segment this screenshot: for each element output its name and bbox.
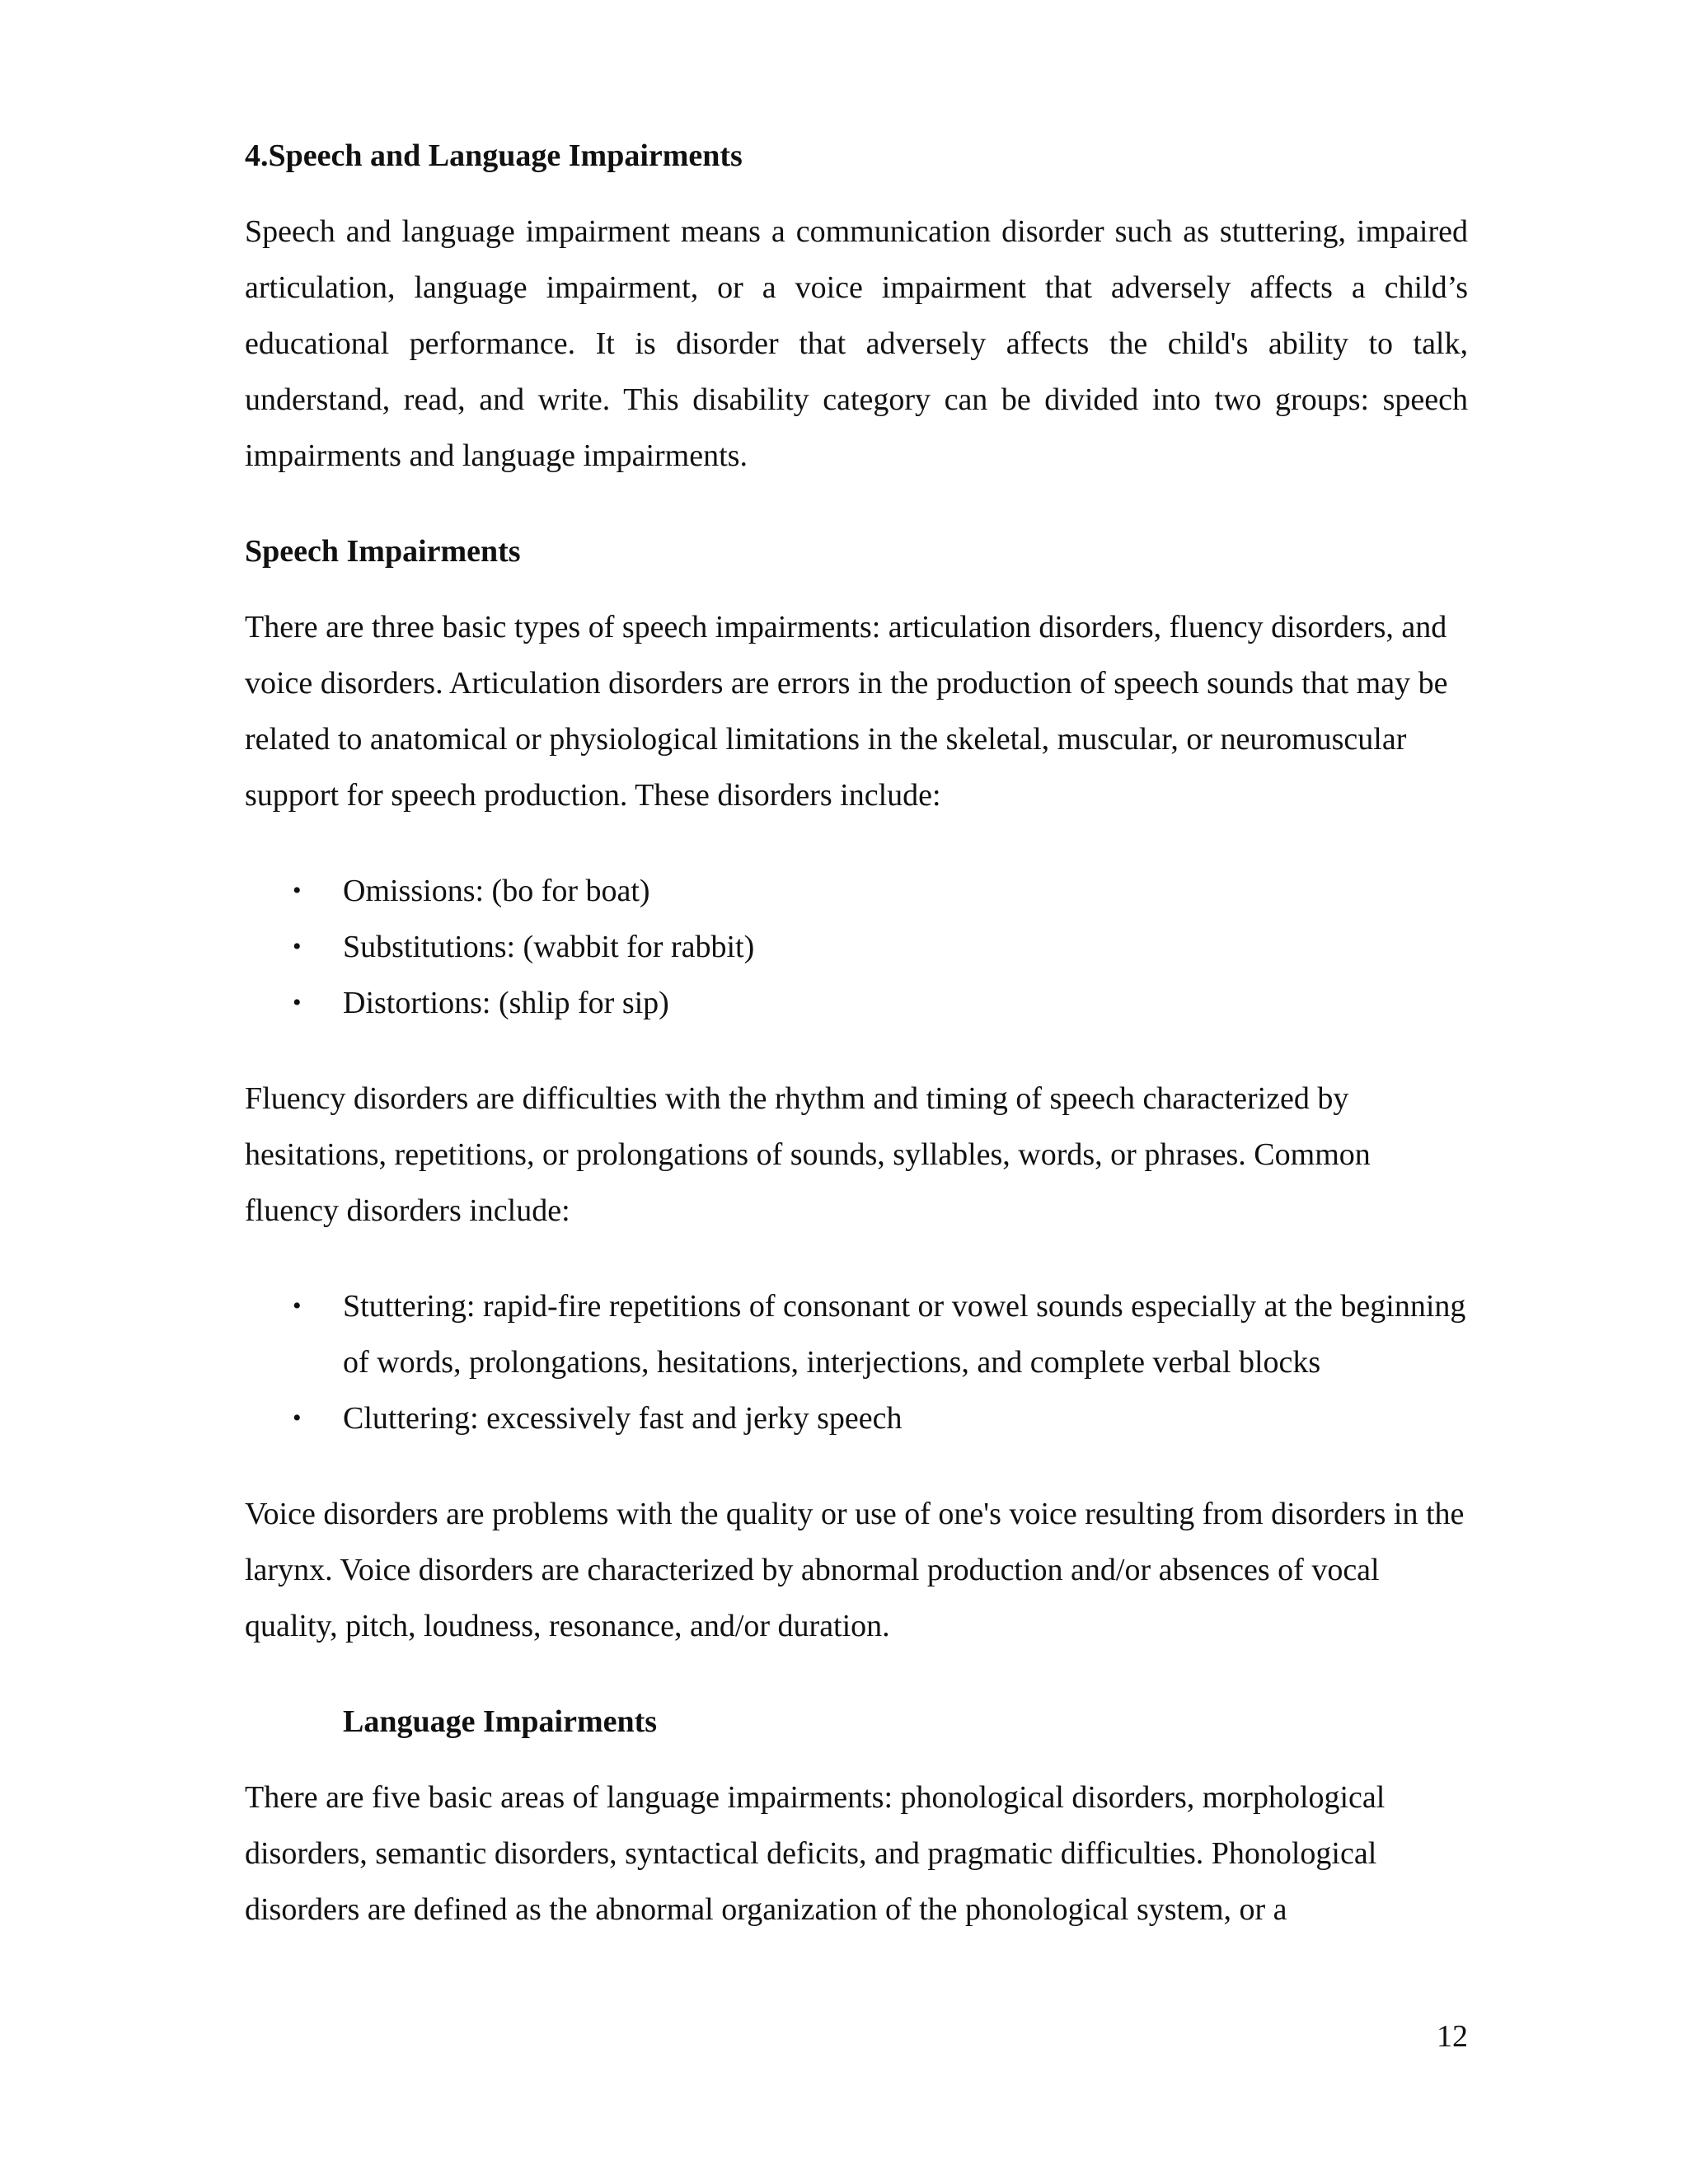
language-impairments-paragraph: There are five basic areas of language impairments: phonological disorders, morphological disorders, semantic disorders, syntactical deficits, and pragmatic difficulties. Phonological disorders are defined as the abnormal organization of the phonological system, or a <box>245 1780 1386 1927</box>
list-item-text: Stuttering: rapid-fire repetitions of consonant or vowel sounds especially at the beginning of words, prolongations, hesitations, interjections, and complete verbal blocks <box>343 1289 1466 1380</box>
list-item <box>245 1278 1468 1390</box>
page-content <box>245 128 1468 1938</box>
bullet-icon: • <box>293 1292 302 1319</box>
speech-impairments-paragraph: There are three basic types of speech impairments: articulation disorders, fluency disorders, and voice disorders. Articulation disorders are errors in the production of speech sounds that may be related to anatomical or physiological limitations in the skeletal, muscular, or neuromuscular support for speech production. These disorders include: <box>245 610 1448 813</box>
language-impairments-heading: Language Impairments <box>343 1704 658 1739</box>
fluency-disorders-paragraph: Fluency disorders are difficulties with the rhythm and timing of speech characterized by hesitations, repetitions, or prolongations of sounds, syllables, words, or phrases. Common fluency disorders include: <box>245 1081 1371 1228</box>
list-item-text: Distortions: (shlip for sip) <box>343 986 669 1020</box>
list-item <box>245 1390 1468 1446</box>
speech-impairments-heading: Speech Impairments <box>245 534 521 569</box>
fluency-disorders-list <box>245 1278 1468 1446</box>
section-title: 4.Speech and Language Impairments <box>245 138 743 173</box>
voice-disorders-paragraph: Voice disorders are problems with the quality or use of one's voice resulting from disorders in the larynx. Voice disorders are characterized by abnormal production and/or absences of vocal quality, pitch, loudness, resonance, and/or duration. <box>245 1497 1465 1643</box>
list-item-text: Omissions: (bo for boat) <box>343 874 650 908</box>
list-item-text: Substitutions: (wabbit for rabbit) <box>343 930 755 964</box>
list-item <box>245 863 1468 919</box>
bullet-icon: • <box>293 989 302 1016</box>
bullet-icon: • <box>293 1404 302 1432</box>
list-item-text: Cluttering: excessively fast and jerky speech <box>343 1401 903 1436</box>
list-item <box>245 919 1468 975</box>
intro-paragraph: Speech and language impairment means a communication disorder such as stuttering, impaired articulation, language impairment, or a voice impairment that adversely affects a child’s educational performance. It is disorder that adversely affects the child's ability to talk, understand, read, and write. This disability category can be divided into two groups: speech impairments and language impairments. <box>245 214 1468 473</box>
bullet-icon: • <box>293 877 302 904</box>
bullet-icon: • <box>293 933 302 960</box>
page-number: 12 <box>1437 2019 1468 2054</box>
articulation-disorders-list <box>245 863 1468 1031</box>
list-item <box>245 975 1468 1031</box>
